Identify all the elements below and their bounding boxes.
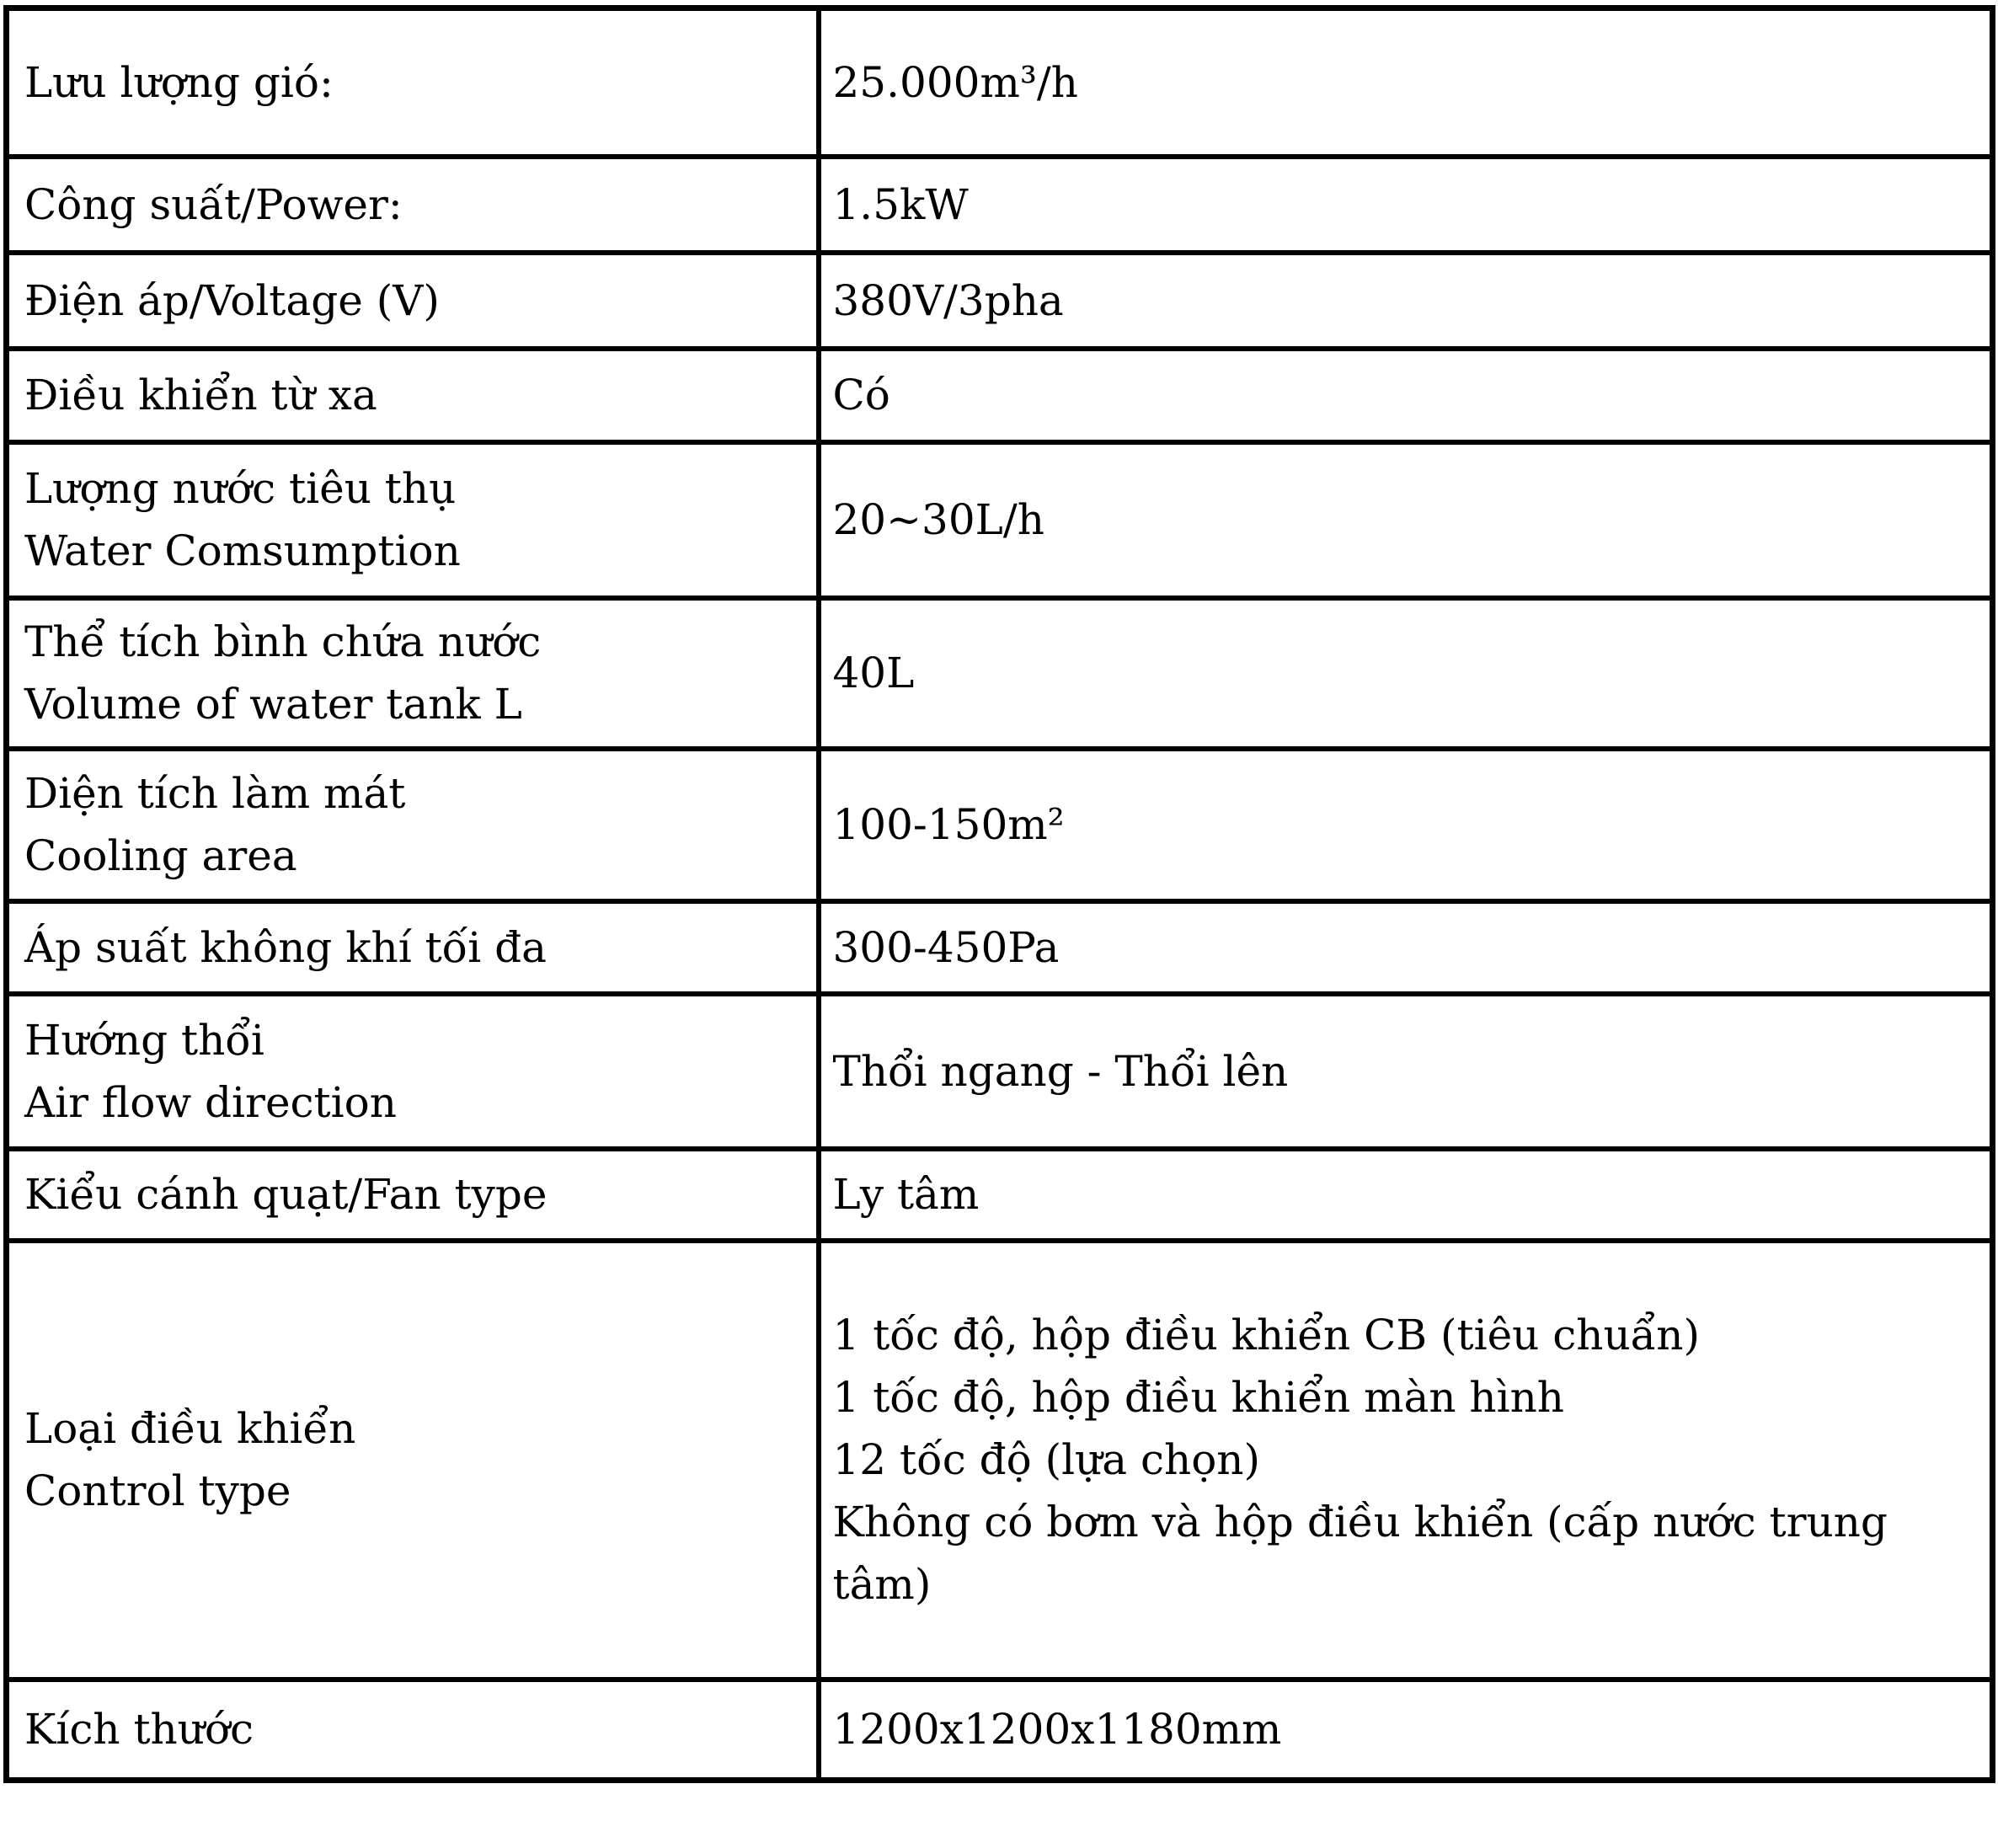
label-line: Công suất/Power: bbox=[24, 179, 403, 229]
row-label-cell bbox=[7, 442, 819, 598]
value-line: 25.000m³/h bbox=[832, 57, 1078, 107]
spec-table bbox=[3, 5, 1995, 1783]
value-line: Ly tâm bbox=[832, 1170, 980, 1219]
table-row-water-consumption bbox=[7, 442, 1993, 598]
label-line: Điều khiển từ xa bbox=[24, 371, 377, 419]
table-row-max-air-pressure bbox=[7, 901, 1993, 994]
row-label-cell bbox=[7, 749, 819, 901]
row-value-cell bbox=[819, 994, 1993, 1149]
value-line: 1 tốc độ, hộp điều khiển CB (tiêu chuẩn) bbox=[832, 1311, 1701, 1359]
row-value-cell bbox=[819, 8, 1993, 157]
label-line: Điện áp/Voltage (V) bbox=[24, 275, 440, 325]
value-line: 380V/3pha bbox=[832, 275, 1064, 325]
row-value-cell bbox=[819, 253, 1993, 349]
table-row-fan-type bbox=[7, 1149, 1993, 1241]
label-line: Lưu lượng gió: bbox=[24, 57, 334, 107]
label-line: Control type bbox=[24, 1466, 291, 1515]
row-value-cell bbox=[819, 1680, 1993, 1781]
label-line: Water Comsumption bbox=[24, 526, 461, 575]
value-line: 20~30L/h bbox=[832, 495, 1044, 544]
row-value-cell bbox=[819, 598, 1993, 749]
row-label-cell bbox=[7, 901, 819, 994]
row-value-cell bbox=[819, 1241, 1993, 1680]
label-line: Hướng thổi bbox=[24, 1015, 264, 1065]
row-label-cell bbox=[7, 1149, 819, 1241]
value-line: 100-150m² bbox=[832, 800, 1065, 849]
value-line: 300-450Pa bbox=[832, 922, 1060, 972]
row-label-cell bbox=[7, 8, 819, 157]
table-row-voltage bbox=[7, 253, 1993, 349]
label-line: Áp suất không khí tối đa bbox=[24, 922, 547, 972]
label-line: Thể tích bình chứa nước bbox=[24, 617, 542, 666]
row-value-cell bbox=[819, 157, 1993, 253]
table-row-airflow-direction bbox=[7, 994, 1993, 1149]
row-label-cell bbox=[7, 1241, 819, 1680]
label-line: Kích thước bbox=[24, 1705, 254, 1755]
row-value-cell bbox=[819, 749, 1993, 901]
table-row-dimensions bbox=[7, 1680, 1993, 1781]
table-row-cooling-area bbox=[7, 749, 1993, 901]
row-value-cell bbox=[819, 1149, 1993, 1241]
table-row-power bbox=[7, 157, 1993, 253]
value-line: 40L bbox=[832, 649, 915, 697]
table-row-air-flow-rate bbox=[7, 8, 1993, 157]
table-row-water-tank-volume bbox=[7, 598, 1993, 749]
table-row-control-type bbox=[7, 1241, 1993, 1680]
row-label-cell bbox=[7, 253, 819, 349]
row-value-cell bbox=[819, 349, 1993, 442]
value-line: 12 tốc độ (lựa chọn) bbox=[832, 1435, 1261, 1484]
label-line: Kiểu cánh quạt/Fan type bbox=[24, 1170, 548, 1219]
value-line: 1.5kW bbox=[832, 179, 969, 229]
value-line: Có bbox=[832, 371, 890, 419]
row-value-cell bbox=[819, 442, 1993, 598]
row-label-cell bbox=[7, 349, 819, 442]
label-line: Loại điều khiển bbox=[24, 1404, 356, 1453]
table-row-remote-control bbox=[7, 349, 1993, 442]
row-value-cell bbox=[819, 901, 1993, 994]
label-line: Lượng nước tiêu thụ bbox=[24, 464, 457, 513]
value-line: 1200x1200x1180mm bbox=[832, 1705, 1282, 1755]
label-line: Air flow direction bbox=[24, 1077, 397, 1127]
label-line: Cooling area bbox=[24, 831, 297, 880]
row-label-cell bbox=[7, 1680, 819, 1781]
value-line: Thổi ngang - Thổi lên bbox=[832, 1046, 1289, 1096]
row-label-cell bbox=[7, 994, 819, 1149]
value-line: 1 tốc độ, hộp điều khiển màn hình bbox=[832, 1373, 1565, 1422]
value-line: Không có bơm và hộp điều khiển (cấp nước trung tâm) bbox=[832, 1498, 1888, 1609]
label-line: Volume of water tank L bbox=[24, 680, 522, 729]
label-line: Diện tích làm mát bbox=[24, 769, 406, 818]
row-label-cell bbox=[7, 157, 819, 253]
row-label-cell bbox=[7, 598, 819, 749]
